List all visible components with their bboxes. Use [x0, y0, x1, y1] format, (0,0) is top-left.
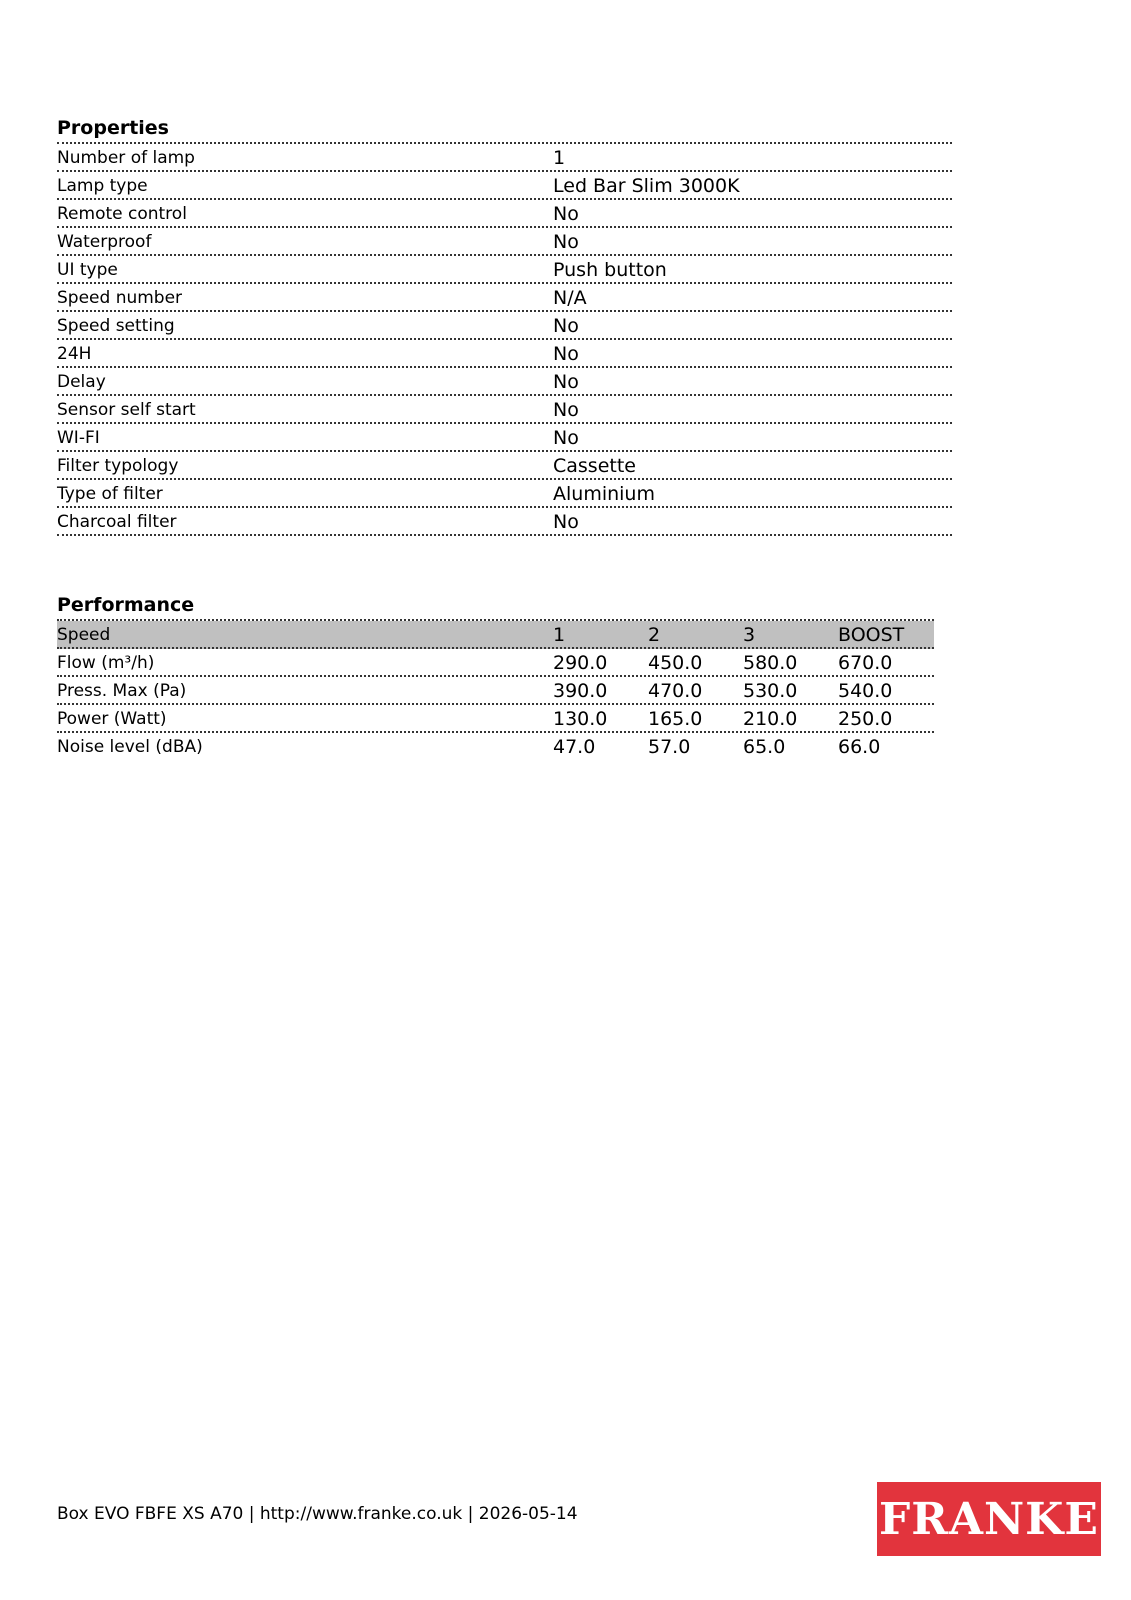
performance-cell: 530.0 [743, 680, 798, 702]
performance-header-cell: 2 [648, 624, 661, 646]
property-row [57, 284, 952, 312]
property-value: 1 [553, 147, 566, 169]
property-row [57, 256, 952, 284]
performance-cell: 57.0 [648, 736, 691, 758]
property-value: N/A [553, 287, 587, 309]
property-value: No [553, 203, 579, 225]
property-label: Type of filter [57, 484, 163, 504]
performance-cell: 47.0 [553, 736, 596, 758]
property-label: Waterproof [57, 232, 152, 252]
property-label: Speed number [57, 288, 183, 308]
performance-table [57, 619, 934, 759]
performance-cell: 450.0 [648, 652, 703, 674]
performance-header-cell: 3 [743, 624, 756, 646]
performance-header-label: Speed [57, 625, 111, 645]
property-row [57, 144, 952, 172]
property-row [57, 452, 952, 480]
property-row [57, 340, 952, 368]
property-label: Remote control [57, 204, 187, 224]
property-row [57, 508, 952, 536]
property-value: Push button [553, 259, 667, 281]
property-label: Charcoal filter [57, 512, 177, 532]
performance-title: Performance [57, 594, 195, 616]
property-value: Cassette [553, 455, 636, 477]
property-label: UI type [57, 260, 118, 280]
property-row [57, 172, 952, 200]
property-row [57, 480, 952, 508]
property-row [57, 312, 952, 340]
performance-row [57, 677, 934, 705]
property-label: Lamp type [57, 176, 148, 196]
property-label: Delay [57, 372, 106, 392]
performance-cell: 210.0 [743, 708, 798, 730]
property-row [57, 228, 952, 256]
property-label: 24H [57, 344, 92, 364]
performance-cell: 250.0 [838, 708, 893, 730]
properties-table [57, 142, 952, 536]
performance-label: Press. Max (Pa) [57, 681, 187, 701]
property-value: No [553, 371, 579, 393]
property-value: No [553, 399, 579, 421]
property-row [57, 396, 952, 424]
performance-cell: 390.0 [553, 680, 608, 702]
property-label: Sensor self start [57, 400, 196, 420]
properties-title: Properties [57, 117, 169, 139]
performance-label: Power (Watt) [57, 709, 167, 729]
performance-row [57, 649, 934, 677]
franke-logo [877, 1482, 1101, 1556]
logo-text: FRANKE [879, 1493, 1099, 1545]
property-row [57, 424, 952, 452]
performance-header-cell: 1 [553, 624, 566, 646]
footer-text: Box EVO FBFE XS A70 | http://www.franke.co.uk | 2026-05-14 [57, 1504, 578, 1524]
property-value: No [553, 511, 579, 533]
property-value: No [553, 343, 579, 365]
property-label: Number of lamp [57, 148, 195, 168]
performance-label: Flow (m³/h) [57, 653, 155, 673]
performance-header-cell: BOOST [838, 624, 905, 646]
performance-cell: 470.0 [648, 680, 703, 702]
property-label: Speed setting [57, 316, 175, 336]
property-label: WI-FI [57, 428, 100, 448]
performance-cell: 66.0 [838, 736, 881, 758]
performance-cell: 130.0 [553, 708, 608, 730]
property-value: No [553, 231, 579, 253]
property-value: Aluminium [553, 483, 655, 505]
performance-cell: 580.0 [743, 652, 798, 674]
property-value: No [553, 315, 579, 337]
property-row [57, 200, 952, 228]
property-row [57, 368, 952, 396]
performance-cell: 290.0 [553, 652, 608, 674]
performance-header-row [57, 621, 934, 649]
property-value: No [553, 427, 579, 449]
property-label: Filter typology [57, 456, 179, 476]
property-value: Led Bar Slim 3000K [553, 175, 740, 197]
performance-row [57, 733, 934, 759]
performance-cell: 670.0 [838, 652, 893, 674]
performance-cell: 165.0 [648, 708, 703, 730]
performance-label: Noise level (dBA) [57, 737, 203, 757]
performance-cell: 65.0 [743, 736, 786, 758]
performance-row [57, 705, 934, 733]
performance-cell: 540.0 [838, 680, 893, 702]
